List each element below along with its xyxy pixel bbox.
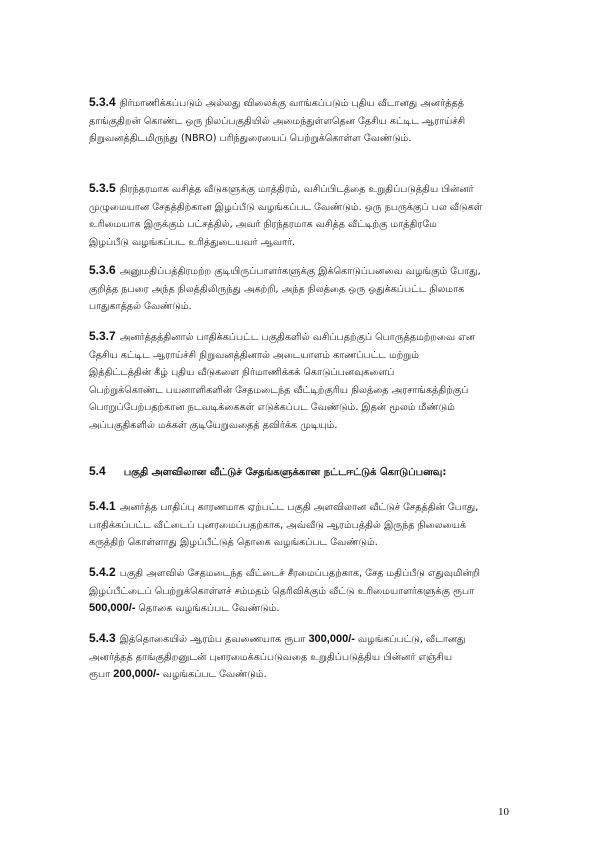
section-5-3-6 <box>89 262 519 316</box>
paragraph-line: இத்திட்டத்தின் கீழ் புதிய வீடுகளை நிர்மாணிக்கக் கொடுப்பனவுகளைப் <box>89 367 395 378</box>
paragraph-line: அனர்த்தத்தினால் பாதிக்கப்பட்ட பகுதிகளில் வசிப்பதற்குப் பொருத்தமற்றவை என <box>119 332 476 343</box>
paragraph-line: குறித்த நபரை அந்த நிலத்திலிருந்து அகற்றி, அந்த நிலத்தை ஒரு ஒதுக்கப்பட்ட நிலமாக <box>89 283 465 295</box>
paragraph-line: முழுமையான சேதத்திற்கான இழப்பீடு வழங்கப்பட வேண்டும். ஒரு நபருக்குப் பல வீடுகள் <box>89 201 483 213</box>
section-heading-5-4 <box>89 464 529 479</box>
paragraph-line: கருத்திற் கொள்ளாது இழப்பீட்டுத் தொகை வழங்கப்பட வேண்டும். <box>89 537 378 548</box>
paragraph-text: இத்தொகையில் ஆரம்ப தவணையாக ரூபா <box>119 634 306 645</box>
paragraph-line: பெற்றுக்கொண்ட பயனாளிகளின் சேதமடைந்த வீட்டிற்குரிய நிலத்தை அரசாங்கத்திற்குப் <box>89 384 469 396</box>
paragraph-line: அப்பகுதிகளில் மக்கள் குடியேறுவதைத் தவிர்க்க முடியும். <box>89 419 338 431</box>
paragraph-line: இழப்பீட்டைப் பெற்றுக்கொள்ளச் சம்மதம் தெரிவிக்கும் வீட்டு உரிமையாளர்களுக்கு ரூபா <box>89 585 475 597</box>
section-number: 5.4.2 <box>89 565 116 579</box>
section-number: 5.3.4 <box>89 95 116 109</box>
section-number: 5.4.1 <box>89 499 116 513</box>
paragraph-line: தொகை வழங்கப்பட வேண்டும். <box>138 603 280 614</box>
section-5-4-1 <box>89 498 519 552</box>
section-5-4-2 <box>89 564 519 618</box>
paragraph-line: பகுதி அளவில் சேதமடைந்த வீட்டைச் சீரமைப்பதற்காக, சேத மதிப்பீடு எதுவுமின்றி <box>119 568 481 579</box>
section-number: 5.3.5 <box>89 181 116 195</box>
paragraph-line: பாதுகாத்தல் வேண்டும். <box>89 301 192 312</box>
paragraph-line: பொறுப்பேற்பதற்கான நடவடிக்கைகள் எடுக்கப்பட வேண்டும். இதன் மூலம் மீண்டும் <box>89 402 455 413</box>
section-5-3-4 <box>89 94 519 148</box>
page-number: 10 <box>498 806 509 818</box>
paragraph-text: வழங்கப்பட்டு, வீடானது <box>357 634 466 645</box>
paragraph-line: அனர்த்த பாதிப்பு காரணமாக ஏற்பட்ட பகுதி அளவிலான வீட்டுச் சேதத்தின் போது, <box>119 502 479 513</box>
paragraph-text: ரூபா <box>89 669 111 680</box>
amount-value: 200,000/- <box>113 668 160 680</box>
section-5-3-5 <box>89 180 519 251</box>
section-5-3-7 <box>89 328 519 434</box>
paragraph-line: நிர்மாணிக்கப்படும் அல்லது விலைக்கு வாங்கப்படும் புதிய வீடானது அனர்த்தத் <box>119 98 464 109</box>
paragraph-line: நிரந்தரமாக வசித்த வீடுகளுக்கு மாத்திரம், வசிப்பிடத்தை உறுதிப்படுத்திய பின்னர் <box>119 184 474 195</box>
paragraph-line: அனர்த்தத் தாங்குதிறனுடன் புனரமைக்கப்படுவதை உறுதிப்படுத்திய பின்னர் எஞ்சிய <box>89 651 453 663</box>
section-number: 5.4 <box>89 464 106 478</box>
paragraph-line: நிறுவனத்திடமிருந்து (NBRO) பரிந்துரையைப் பெற்றுக்கொள்ள வேண்டும். <box>89 133 412 144</box>
section-number: 5.4.3 <box>89 631 116 645</box>
paragraph-line: தாங்குதிறன் கொண்ட ஒரு நிலப்பகுதியில் அமைந்துள்ளதென தேசிய கட்டிட ஆராய்ச்சி <box>89 115 466 127</box>
amount-value: 300,000/- <box>308 633 355 645</box>
paragraph-line: அனுமதிப்பத்திரமற்ற குடியிருப்பாளர்களுக்கு இக்கொடுப்பனவை வழங்கும் போது, <box>119 266 481 277</box>
section-5-4-3 <box>89 630 519 684</box>
paragraph-line: பாதிக்கப்பட்ட வீட்டைப் புனரமைப்பதற்காக, அவ்வீடு ஆரம்பத்தில் இருந்த நிலையைக் <box>89 519 467 531</box>
heading-text: பகுதி அளவிலான வீட்டுச் சேதங்களுக்கான நட்டஈட்டுக் கொடுப்பனவு: <box>123 467 447 478</box>
section-number: 5.3.7 <box>89 329 116 343</box>
section-number: 5.3.6 <box>89 263 116 277</box>
amount-value: 500,000/- <box>89 602 136 614</box>
paragraph-text: வழங்கப்பட வேண்டும். <box>162 669 267 680</box>
paragraph-line: தேசிய கட்டிட ஆராய்ச்சி நிறுவனத்தினால் அடையாளம் காணப்பட்ட மற்றும் <box>89 349 420 361</box>
paragraph-line: இழப்பீடு வழங்கப்பட உரித்துடையவர் ஆவார். <box>89 236 296 248</box>
paragraph-line: உரிமையாக இருக்கும் பட்சத்தில், அவர் நிரந்தரமாக வசித்த வீட்டிற்கு மாத்திரமே <box>89 219 437 230</box>
